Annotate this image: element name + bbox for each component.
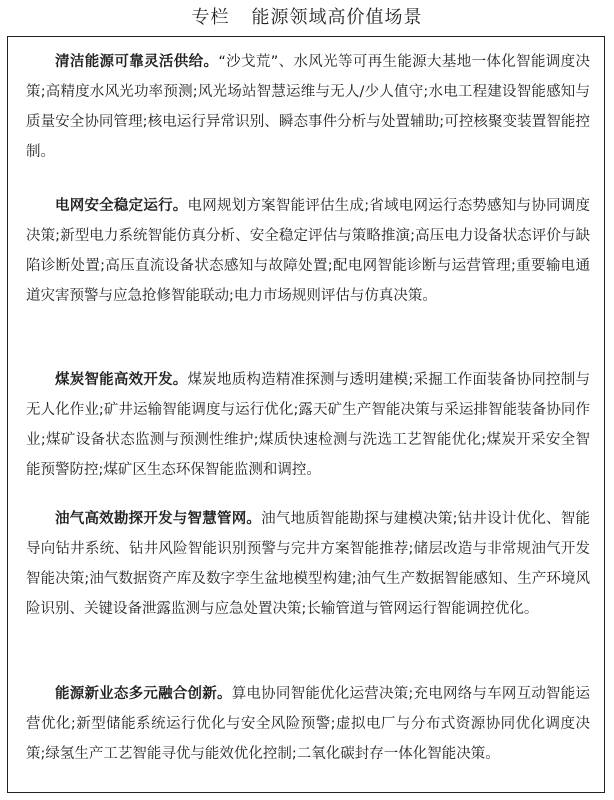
section-heading: 能源新业态多元融合创新。 (55, 686, 232, 702)
section-body: “沙戈荒”、水风光等可再生能源大基地一体化智能调度决策;高精度水风光功率预测;风光场站智慧运维与无人/少人值守;水电工程建设智能感知与质量安全协同管理;核电运行异常识别、瞬态事件分析与处置辅助;可控核聚变装置智能控制。 (26, 54, 590, 160)
section-body: 算电协同智能优化运营决策;充电网络与车网互动智能运营优化;新型储能系统运行优化与安全风险预警;虚拟电厂与分布式资源协同优化调度决策;绿氢生产工艺智能寻优与能效优化控制;二氧化碳封存一体化智能决策。 (26, 686, 590, 762)
section-new-business (26, 679, 590, 769)
section-heading: 清洁能源可靠灵活供给。 (55, 54, 219, 70)
section-power-grid (26, 191, 590, 311)
section-body: 电网规划方案智能评估生成;省域电网运行态势感知与协同调度决策;新型电力系统智能仿真分析、安全稳定评估与策略推演;高压电力设备状态评价与缺陷诊断处置;高压直流设备状态感知与故障处置;配电网智能诊断与运营管理;重要输电通道灾害预警与应急抢修智能联动;电力市场规则评估与仿真决策。 (26, 198, 590, 304)
section-body: 煤炭地质构造精准探测与透明建模;采掘工作面装备协同控制与无人化作业;矿井运输智能调度与运行优化;露天矿生产智能决策与采运排智能装备协同作业;煤矿设备状态监测与预测性维护;煤质快速检测与洗选工艺智能优化;煤炭开采安全智能预警防控;煤矿区生态环保智能监测和调控。 (26, 372, 590, 478)
page-title (0, 6, 614, 30)
section-heading: 电网安全稳定运行。 (55, 198, 188, 214)
section-heading: 煤炭智能高效开发。 (55, 372, 188, 388)
section-heading: 油气高效勘探开发与智慧管网。 (55, 511, 262, 527)
column-title: 能源领域高价值场景 (251, 7, 423, 28)
column-label: 专栏 (191, 7, 230, 28)
content-box (7, 36, 605, 793)
section-coal (26, 365, 590, 485)
section-clean-energy (26, 47, 590, 167)
section-oil-gas (26, 504, 590, 624)
section-body: 油气地质智能勘探与建模决策;钻井设计优化、智能导向钻井系统、钻井风险智能识别预警与完井方案智能推荐;储层改造与非常规油气开发智能决策;油气数据资产库及数字孪生盆地模型构建;油气生产数据智能感知、生产环境风险识别、关键设备泄露监测与应急处置决策;长输管道与管网运行智能调控优化。 (26, 511, 590, 617)
